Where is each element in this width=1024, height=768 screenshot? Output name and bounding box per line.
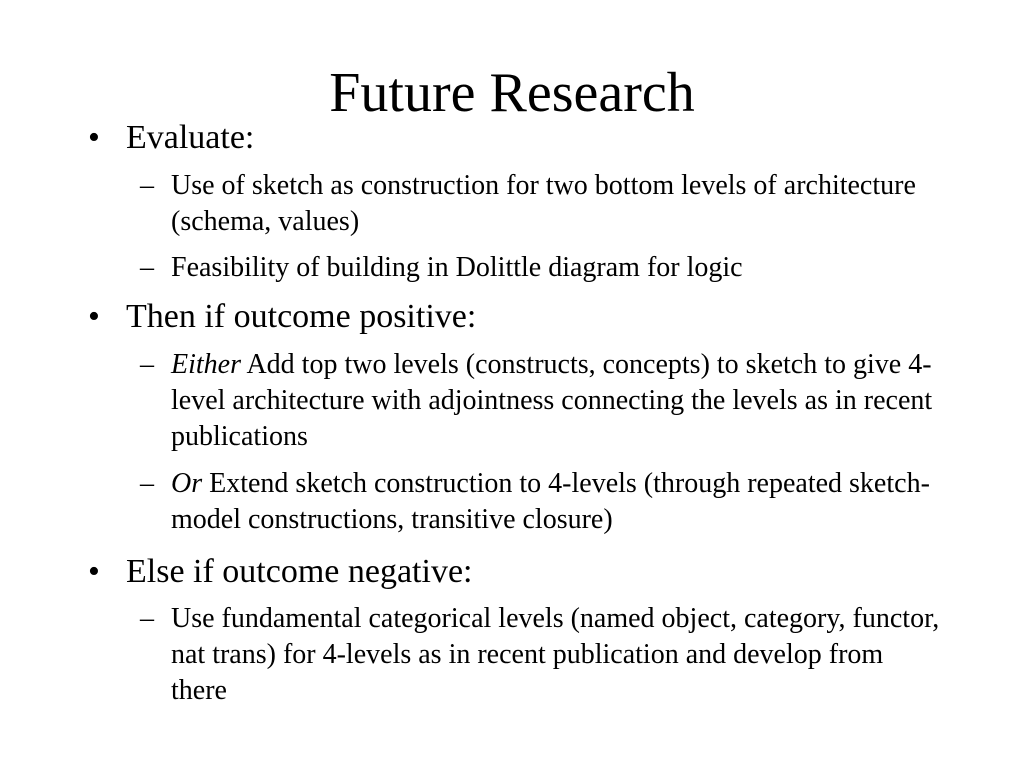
- bullet-item: [88, 552, 473, 592]
- bullet-text: Then if outcome positive:: [126, 298, 477, 335]
- sub-bullet-text: Use fundamental categorical levels (named object, category, functor, nat trans) for 4-levels as in recent publication and develop from there: [171, 603, 940, 706]
- bullet-text: Evaluate:: [126, 119, 255, 156]
- emphasis-lead: Either: [171, 349, 241, 380]
- sub-bullet-text: Feasibility of building in Dolittle diagram for logic: [171, 252, 743, 283]
- dash-icon: –: [140, 468, 154, 499]
- dash-icon: –: [140, 349, 154, 380]
- bullet-text: Else if outcome negative:: [126, 553, 473, 590]
- dash-icon: –: [140, 603, 154, 634]
- sub-bullet-body: Extend sketch construction to 4-levels (through repeated sketch-model constructions, transitive closure): [171, 468, 930, 535]
- sub-bullet-item: [140, 601, 940, 709]
- slide-title: Future Research: [329, 62, 695, 124]
- sub-bullet-item: [140, 466, 940, 538]
- sub-bullet-item: [140, 250, 940, 286]
- sub-bullet-item: [140, 168, 940, 240]
- sub-bullet-text: [171, 466, 940, 538]
- bullet-icon: •: [88, 119, 100, 156]
- sub-bullet-text: [171, 347, 940, 455]
- bullet-icon: •: [88, 553, 100, 590]
- bullet-item: [88, 118, 254, 158]
- sub-bullet-text: Use of sketch as construction for two bottom levels of architecture (schema, values): [171, 170, 916, 237]
- emphasis-lead: Or: [171, 468, 203, 499]
- dash-icon: –: [140, 170, 154, 201]
- sub-bullet-body: Add top two levels (constructs, concepts) to sketch to give 4-level architecture with adjointness connecting the levels as in recent publications: [171, 349, 933, 452]
- dash-icon: –: [140, 252, 154, 283]
- sub-bullet-item: [140, 347, 940, 455]
- bullet-item: [88, 297, 476, 337]
- bullet-icon: •: [88, 298, 100, 335]
